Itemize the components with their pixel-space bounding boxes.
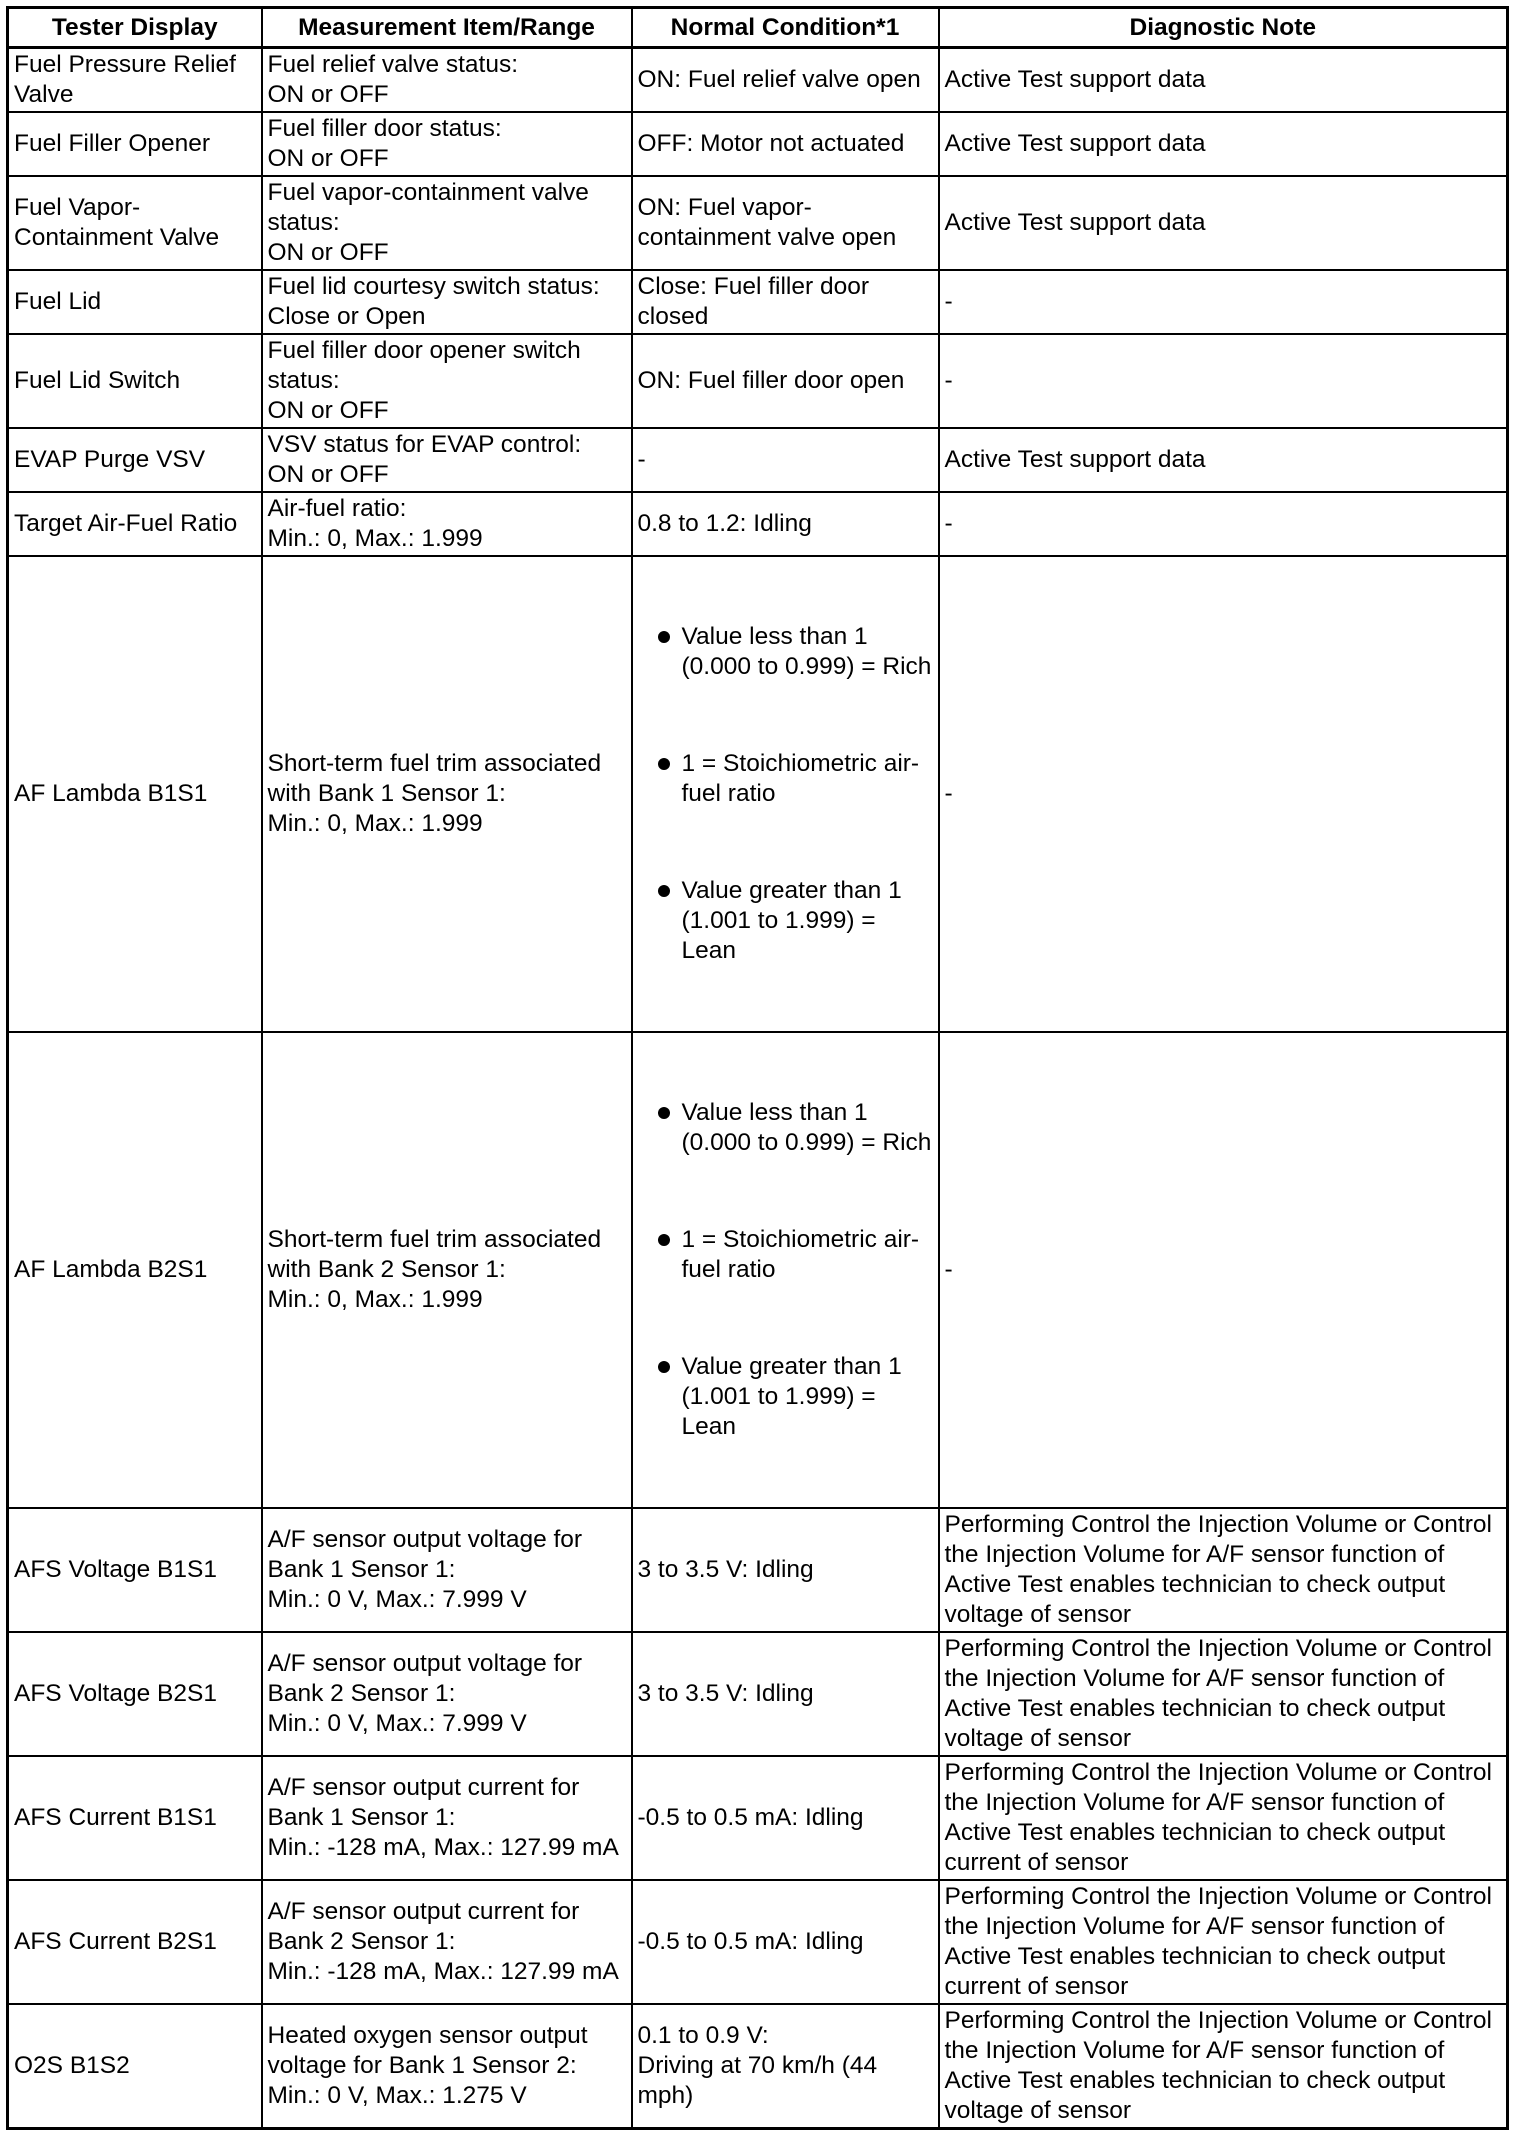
table-row [8,334,1508,428]
tester-display-cell: AF Lambda B2S1 [8,1032,262,1508]
table-row [8,1756,1508,1880]
bullet-list [638,588,933,1000]
bullet-item [638,749,933,809]
table-header [8,8,1508,48]
tester-display-cell: Fuel Lid Switch [8,334,262,428]
diagnostic-note-cell: Performing Control the Injection Volume or Control the Injection Volume for A/F sensor function of Active Test enables technician to check output current of sensor [939,1880,1508,2004]
diagnostic-note-cell: Performing Control the Injection Volume or Control the Injection Volume for A/F sensor function of Active Test enables technician to check output voltage of sensor [939,1508,1508,1632]
table-body [8,48,1508,2129]
bullet-item [638,1225,933,1285]
normal-condition-cell: - [632,428,939,492]
header-diagnostic-note: Diagnostic Note [939,8,1508,48]
measurement-cell: Fuel relief valve status: ON or OFF [262,48,632,113]
header-normal-condition: Normal Condition*1 [632,8,939,48]
diagnostic-note-cell: - [939,334,1508,428]
normal-condition-cell: 0.8 to 1.2: Idling [632,492,939,556]
table-row [8,1032,1508,1508]
normal-condition-cell: ON: Fuel relief valve open [632,48,939,113]
normal-condition-cell: -0.5 to 0.5 mA: Idling [632,1880,939,2004]
tester-display-cell: AFS Current B1S1 [8,1756,262,1880]
header-tester-display: Tester Display [8,8,262,48]
tester-display-cell: O2S B1S2 [8,2004,262,2129]
tester-display-cell: Fuel Lid [8,270,262,334]
bullet-text: 1 = Stoichiometric air-fuel ratio [681,1226,920,1283]
page [6,6,1509,2130]
measurement-cell: Short-term fuel trim associated with Bank 2 Sensor 1: Min.: 0, Max.: 1.999 [262,1032,632,1508]
normal-condition-cell: OFF: Motor not actuated [632,112,939,176]
table-row [8,112,1508,176]
normal-condition-cell: 0.1 to 0.9 V: Driving at 70 km/h (44 mph) [632,2004,939,2129]
bullet-text: Value less than 1 (0.000 to 0.999) = Rich [681,1099,932,1156]
measurement-cell: Fuel filler door opener switch status: ON or OFF [262,334,632,428]
tester-display-cell: Fuel Pressure Relief Valve [8,48,262,113]
tester-display-cell: AF Lambda B1S1 [8,556,262,1032]
bullet-dot-icon [658,758,670,770]
diagnostic-note-cell: - [939,270,1508,334]
tester-display-cell: Target Air-Fuel Ratio [8,492,262,556]
bullet-list [638,1064,933,1476]
tester-display-cell: Fuel Vapor-Containment Valve [8,176,262,270]
table-row [8,1632,1508,1756]
bullet-dot-icon [658,1361,670,1373]
bullet-text: Value greater than 1 (1.001 to 1.999) = Lean [681,877,902,964]
bullet-text: Value less than 1 (0.000 to 0.999) = Rich [681,623,932,680]
measurement-cell: VSV status for EVAP control: ON or OFF [262,428,632,492]
tester-display-cell: AFS Voltage B2S1 [8,1632,262,1756]
table-row [8,270,1508,334]
bullet-dot-icon [658,631,670,643]
diagnostic-note-cell: Performing Control the Injection Volume or Control the Injection Volume for A/F sensor function of Active Test enables technician to check output voltage of sensor [939,1632,1508,1756]
table-row [8,176,1508,270]
header-measurement: Measurement Item/Range [262,8,632,48]
measurement-cell: A/F sensor output voltage for Bank 2 Sensor 1: Min.: 0 V, Max.: 7.999 V [262,1632,632,1756]
diagnostic-note-cell: - [939,556,1508,1032]
normal-condition-cell [632,556,939,1032]
diagnostic-note-cell: Active Test support data [939,176,1508,270]
diagnostic-note-cell: - [939,1032,1508,1508]
measurement-cell: A/F sensor output current for Bank 2 Sensor 1: Min.: -128 mA, Max.: 127.99 mA [262,1880,632,2004]
bullet-dot-icon [658,1107,670,1119]
header-row [8,8,1508,48]
tester-display-cell: Fuel Filler Opener [8,112,262,176]
bullet-dot-icon [658,1234,670,1246]
diagnostic-note-cell: Performing Control the Injection Volume or Control the Injection Volume for A/F sensor function of Active Test enables technician to check output voltage of sensor [939,2004,1508,2129]
table-row [8,1508,1508,1632]
tester-display-cell: EVAP Purge VSV [8,428,262,492]
measurement-cell: Fuel filler door status: ON or OFF [262,112,632,176]
bullet-item [638,622,933,682]
normal-condition-cell: 3 to 3.5 V: Idling [632,1508,939,1632]
normal-condition-cell: Close: Fuel filler door closed [632,270,939,334]
measurement-cell: A/F sensor output voltage for Bank 1 Sensor 1: Min.: 0 V, Max.: 7.999 V [262,1508,632,1632]
bullet-dot-icon [658,885,670,897]
table-row [8,492,1508,556]
normal-condition-cell: ON: Fuel vapor-containment valve open [632,176,939,270]
bullet-item [638,876,933,966]
diagnostic-note-cell: Performing Control the Injection Volume or Control the Injection Volume for A/F sensor function of Active Test enables technician to check output current of sensor [939,1756,1508,1880]
bullet-item [638,1352,933,1442]
table-row [8,1880,1508,2004]
bullet-item [638,1098,933,1158]
normal-condition-cell: -0.5 to 0.5 mA: Idling [632,1756,939,1880]
measurement-cell: A/F sensor output current for Bank 1 Sensor 1: Min.: -128 mA, Max.: 127.99 mA [262,1756,632,1880]
data-list-table [6,6,1509,2130]
diagnostic-note-cell: Active Test support data [939,428,1508,492]
normal-condition-cell: 3 to 3.5 V: Idling [632,1632,939,1756]
measurement-cell: Air-fuel ratio: Min.: 0, Max.: 1.999 [262,492,632,556]
diagnostic-note-cell: - [939,492,1508,556]
tester-display-cell: AFS Voltage B1S1 [8,1508,262,1632]
bullet-text: 1 = Stoichiometric air-fuel ratio [681,750,920,807]
bullet-text: Value greater than 1 (1.001 to 1.999) = Lean [681,1353,902,1440]
diagnostic-note-cell: Active Test support data [939,48,1508,113]
table-row [8,2004,1508,2129]
normal-condition-cell: ON: Fuel filler door open [632,334,939,428]
measurement-cell: Fuel lid courtesy switch status: Close or Open [262,270,632,334]
table-row [8,428,1508,492]
measurement-cell: Fuel vapor-containment valve status: ON or OFF [262,176,632,270]
diagnostic-note-cell: Active Test support data [939,112,1508,176]
measurement-cell: Heated oxygen sensor output voltage for Bank 1 Sensor 2: Min.: 0 V, Max.: 1.275 V [262,2004,632,2129]
tester-display-cell: AFS Current B2S1 [8,1880,262,2004]
table-row [8,556,1508,1032]
table-row [8,48,1508,113]
normal-condition-cell [632,1032,939,1508]
measurement-cell: Short-term fuel trim associated with Bank 1 Sensor 1: Min.: 0, Max.: 1.999 [262,556,632,1032]
